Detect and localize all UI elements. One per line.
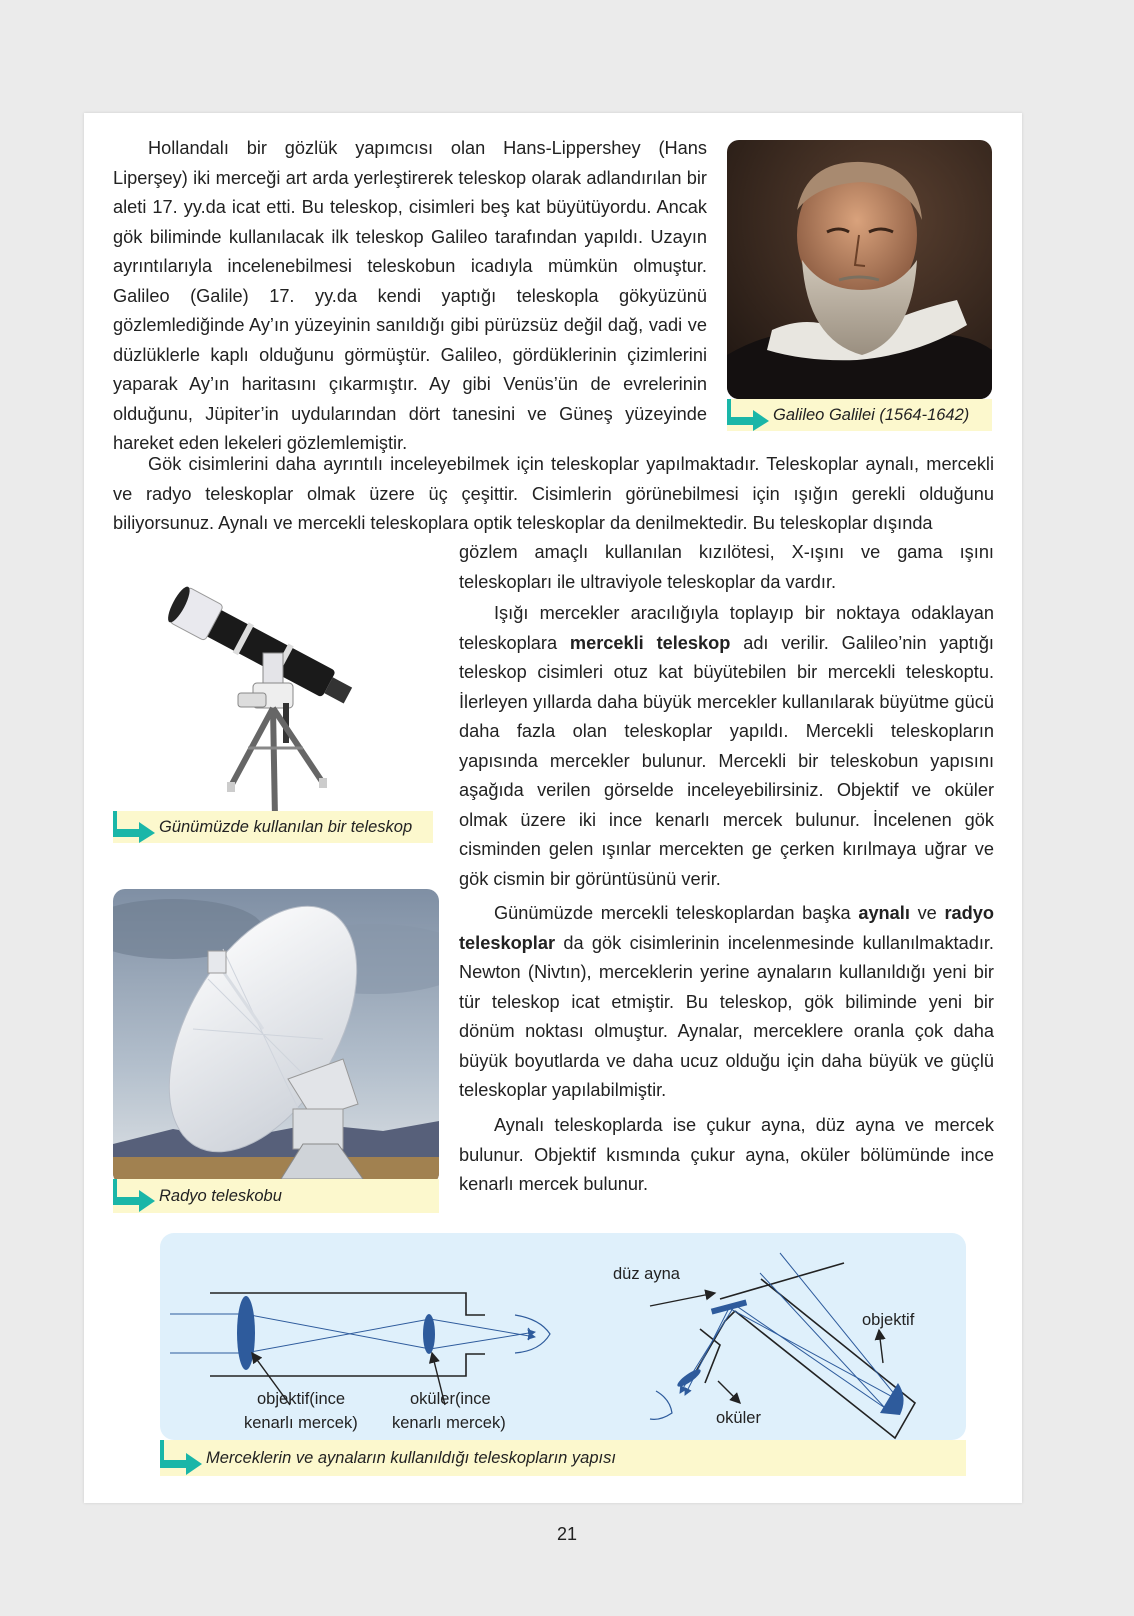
lens-telescope-paragraph — [459, 599, 994, 894]
diagram-caption-text: Merceklerin ve aynaların kullanıldığı teleskopların yapısı — [206, 1449, 616, 1467]
lens-telescope-text-a: Işığı mercekler aracılığıyla toplayıp bir noktaya odaklayan teleskoplara — [459, 603, 994, 653]
galileo-figure — [727, 140, 992, 431]
lens-telescope-term: mercekli teleskop — [569, 632, 731, 653]
eyepiece-lens — [423, 1314, 435, 1354]
concave-mirror — [880, 1383, 904, 1415]
telescope-illustration — [113, 558, 439, 828]
objective-lens-label-2: kenarlı mercek) — [244, 1414, 358, 1432]
radio-telescope-photo — [113, 889, 439, 1185]
flat-mirror-label: düz ayna — [613, 1265, 680, 1283]
page — [84, 113, 1022, 1503]
diagram-caption — [160, 1440, 966, 1476]
radio-term: radyo teleskoplar — [459, 903, 995, 953]
galileo-portrait — [727, 140, 992, 399]
types-paragraph: Gök cisimlerini daha ayrıntılı inceleyebilmek için teleskoplar yapılmaktadır. Teleskoplar aynalı, mercekli ve radyo teleskoplar olmak üzere üç çeşittir. Cisimlerin görünebilmesi için ışığın gerekli olduğunu biliyorsunuz. Aynalı ve mercekli teleskoplara optik teleskoplar da denilmektedir. Bu teleskoplar dışında — [113, 454, 994, 533]
types-paragraph-continued: gözlem amaçlı kullanılan kızılötesi, X-ışını ve gama ışını teleskopları ile ultraviyole teleskoplar da vardır. — [459, 542, 994, 592]
teal-arrow-icon — [113, 1179, 159, 1213]
telescope-figure — [113, 558, 439, 863]
mirror-radio-paragraph — [459, 899, 994, 1106]
teal-arrow-icon — [727, 399, 773, 431]
radio-caption-text: Radyo teleskobu — [159, 1187, 282, 1205]
eyepiece-label: oküler — [716, 1409, 761, 1427]
mirror-radio-text-c: da gök cisimlerinin incelenmesinde kullanılmaktadır. Newton (Nivtın), merceklerin yerine aynaların kullanıldığı yeni bir tür teleskop icat etmiştir. Bu teleskop, gök biliminde yeni bir dönüm noktası olmuştur. Aynalar, merceklere oranla çok daha büyük boyutlarda ve daha ucuz olduğu için daha büyük ve güçlü teleskoplar yapılabilmiştir. — [459, 932, 994, 1100]
intro-paragraph: Hollandalı bir gözlük yapımcısı olan Hans-Lippershey (Hans Liperşey) iki merceği art arda yerleştirerek teleskop olarak adlandırılan bir aleti 17. yy.da icat etti. Bu teleskop, cisimleri beş kat büyütüyordu. Ancak gök biliminde kullanılacak ilk teleskop Galileo tarafından yapıldı. Uzayın ayrıntılarıyla incelenebilmesi teleskobun icadıyla mümkün olmuştur. Galileo (Galile) 17. yy.da kendi yaptığı teleskopla gökyüzünü gözlemlediğinde Ay’ın yüzeyinin sanıldığı gibi pürüzsüz değil dağ, vadi ve düzlüklerle kaplı olduğunu görmüştür. Galileo, gördüklerinin çizimlerini yaparak Ay’ın haritasını çıkarmıştır. Ay gibi Venüs’ün de evrelerinin olduğunu, Jüpiter’in uydularından dört tanesini ve Güneş yüzeyinde hareket eden lekeleri gözlemlemiştir. — [113, 138, 707, 453]
telescope-caption — [113, 811, 433, 843]
radio-figure — [113, 889, 439, 1219]
objective-lens — [237, 1296, 255, 1370]
mirror-telescope-paragraph: Aynalı teleskoplarda ise çukur ayna, düz ayna ve mercek bulunur. Objektif kısmında çukur ayna, oküler bölümünde ince kenarlı mercek bulunur. — [459, 1115, 994, 1194]
teal-arrow-icon — [160, 1440, 206, 1476]
mirror-term: aynalı — [858, 903, 910, 923]
mirror-radio-text-b: ve — [917, 903, 937, 923]
teal-arrow-icon — [113, 811, 159, 843]
flat-mirror — [711, 1299, 747, 1314]
radio-caption — [113, 1179, 439, 1213]
mirror-radio-text-a: Günümüzde mercekli teleskoplardan başka — [494, 903, 851, 923]
telescope-structure-diagram — [160, 1233, 966, 1495]
galileo-caption — [727, 399, 992, 431]
telescope-caption-text: Günümüzde kullanılan bir teleskop — [159, 818, 413, 836]
page-number: 21 — [556, 1524, 578, 1544]
lens-telescope-text-b: adı verilir. Galileo’nin yaptığı teleskop cisimleri otuz kat büyütebilen bir mercekli teleskoptu. İlerleyen yıllarda daha büyük mercekler kullanılarak büyütme gücü daha fazla olan teleskoplar yapıldı. Mercekli teleskopların yapısında mercekler bulunur. Mercekli bir teleskobun yapısını aşağıda verilen görselde inceleyebilirsiniz. Objektif ve oküler olmak üzere iki ince kenarlı mercek bulunur. İncelenen gök cisminden gelen ışınlar mercekten ge çerken kırılmaya uğrar ve gök cismin bir görüntüsünü verir. — [459, 632, 994, 889]
objective-lens-label: objektif(ince — [257, 1390, 346, 1408]
eyepiece-lens-label: oküler(ince — [410, 1390, 491, 1408]
eyepiece-lens-label-2: kenarlı mercek) — [392, 1414, 506, 1432]
objective-mirror-label: objektif — [862, 1311, 915, 1329]
galileo-caption-text: Galileo Galilei (1564-1642) — [773, 406, 970, 424]
